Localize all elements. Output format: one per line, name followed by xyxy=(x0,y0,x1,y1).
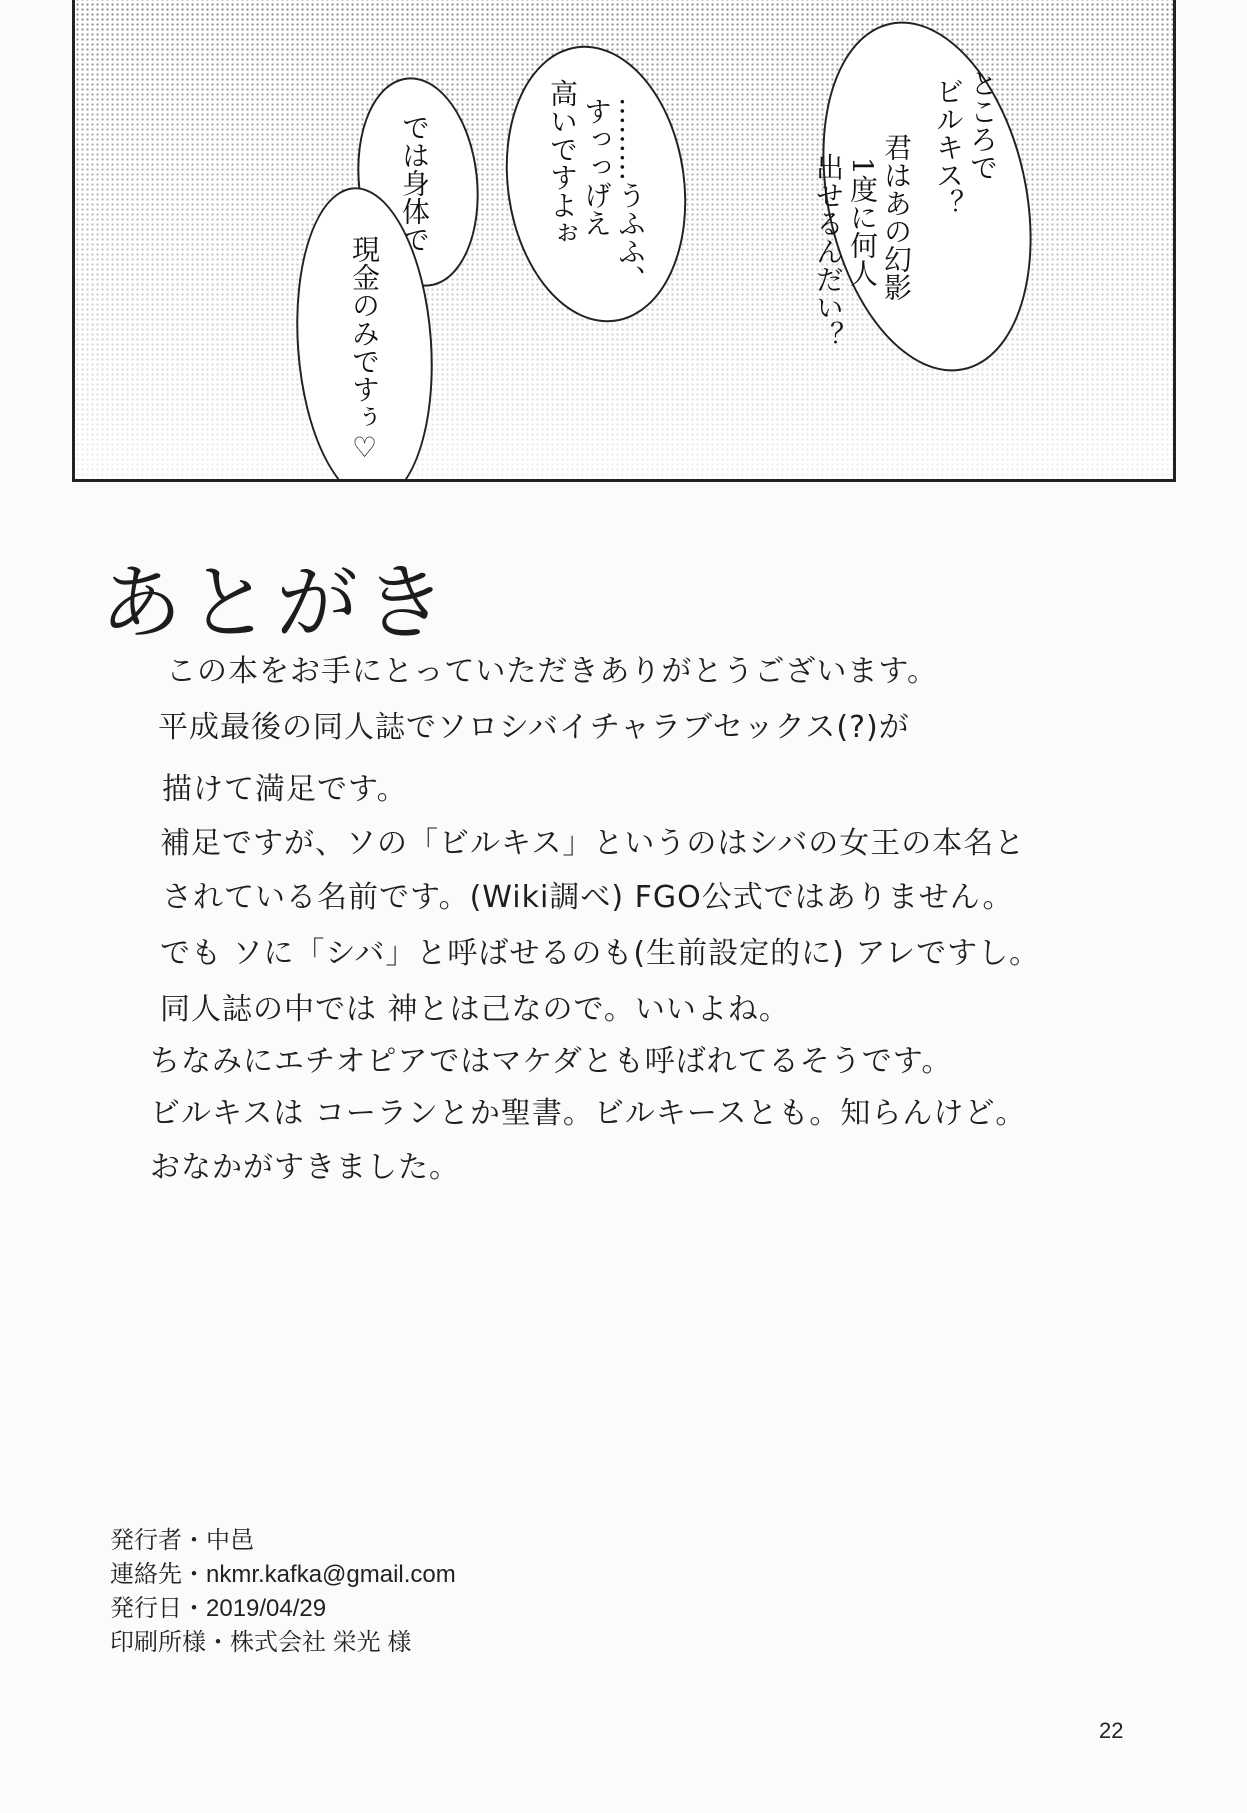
colophon-date: 発行日・2019/04/29 xyxy=(110,1595,327,1622)
bubble-3-line-1: では身体で xyxy=(398,113,431,253)
colophon-contact: 連絡先・nkmr.kafka@gmail.com xyxy=(110,1561,456,1588)
bubble-1-line-4: 君はあの幻影 xyxy=(880,133,913,301)
afterword-line-10: おなかがすきました。 xyxy=(150,1150,460,1185)
bubble-2-line-1: ………うふふ、 xyxy=(614,97,647,293)
bubble-1-line-6: 出せるんだい？ xyxy=(812,153,845,349)
bubble-4-line-1: 現金のみですぅ♡ xyxy=(348,235,381,464)
bubble-1-line-2: ビルキス？ xyxy=(932,77,965,217)
afterword-line-7: 同人誌の中では 神とは己なので。いいよね。 xyxy=(160,992,790,1027)
manga-panel xyxy=(72,0,1176,482)
page-number: 22 xyxy=(1099,1718,1124,1743)
afterword-line-4: 補足ですが、ソの「ビルキス」というのはシバの女王の本名と xyxy=(160,826,1026,861)
afterword-line-9: ビルキスは コーランとか聖書。ビルキースとも。知らんけど。 xyxy=(150,1096,1027,1131)
bubble-1-line-5: 1度に何人 xyxy=(846,157,879,287)
afterword-line-1: この本をお手にとっていただきありがとうございます。 xyxy=(166,654,938,689)
bubble-1-line-1: ところで xyxy=(966,69,999,181)
afterword-line-5: されている名前です。(Wiki調べ) FGO公式ではありません。 xyxy=(162,880,1014,915)
afterword-line-8: ちなみにエチオピアではマケダとも呼ばれてるそうです。 xyxy=(150,1044,953,1079)
afterword-title: あとがき xyxy=(100,556,453,651)
afterword-line-3: 描けて満足です。 xyxy=(162,772,408,807)
bubble-2-line-2: すっっげえ xyxy=(580,97,613,237)
colophon-publisher: 発行者・中邑 xyxy=(110,1527,254,1554)
afterword-line-2: 平成最後の同人誌でソロシバイチャラブセックス(?)が xyxy=(158,710,910,745)
afterword-line-6: でも ソに「シバ」と呼ばせるのも(生前設定的に) アレですし。 xyxy=(160,936,1041,971)
colophon-printer: 印刷所様・株式会社 栄光 様 xyxy=(110,1629,412,1656)
bubble-2-line-3: 高いですよぉ xyxy=(546,79,579,247)
